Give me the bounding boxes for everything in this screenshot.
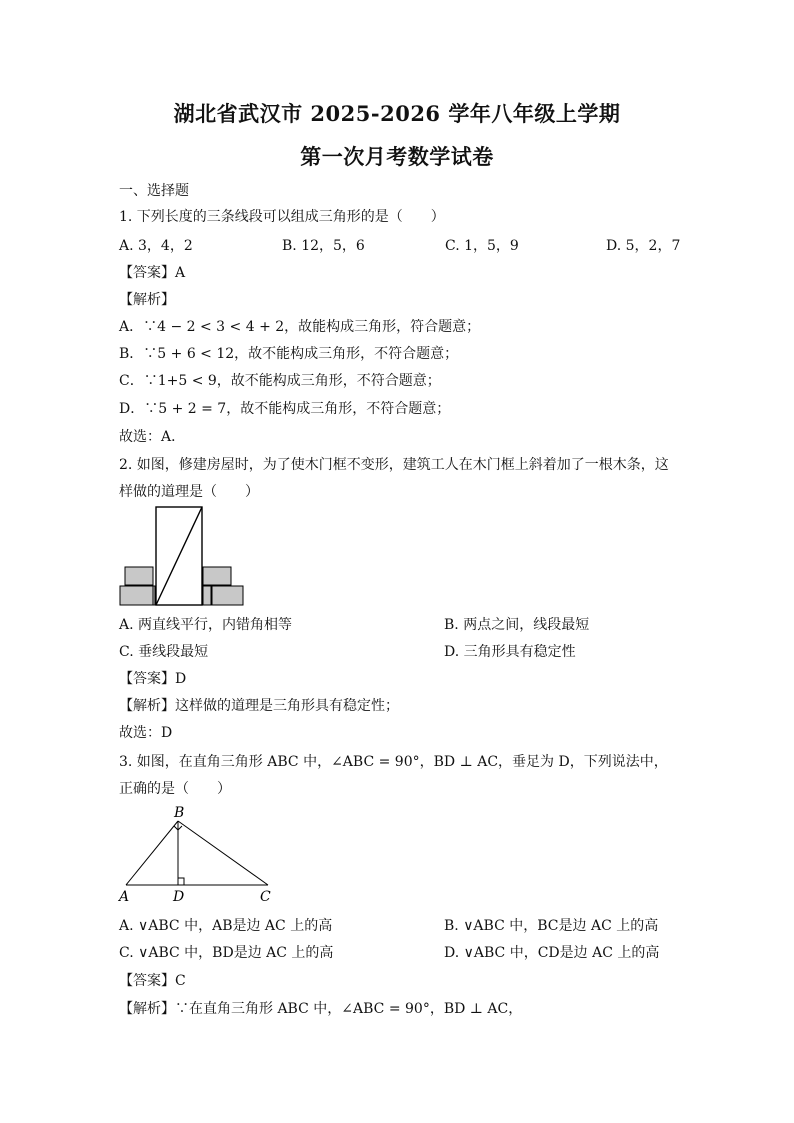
brick-left bbox=[120, 567, 155, 605]
q1-analysis-b: B．∵5 + 6 < 12，故不能构成三角形，不符合题意； bbox=[119, 346, 459, 362]
q2-analysis: 【解析】这样做的道理是三角形具有稳定性； bbox=[119, 698, 399, 714]
q2-option-c: C. 垂线段最短 bbox=[119, 644, 209, 660]
door-frame-figure bbox=[119, 505, 245, 607]
q1-analysis-c: C．∵1+5 < 9，故不能构成三角形，不符合题意； bbox=[119, 373, 441, 389]
section-heading: 一、选择题 bbox=[119, 183, 189, 199]
q1-option-c: C. 1，5，9 bbox=[445, 238, 519, 254]
q1-stem: 1. 下列长度的三条线段可以组成三角形的是（ ） bbox=[119, 209, 445, 225]
right-triangle-figure bbox=[118, 803, 278, 905]
q1-option-a: A. 3，4，2 bbox=[119, 238, 193, 254]
q1-analysis-a: A．∵4 − 2 < 3 < 4 + 2，故能构成三角形，符合题意； bbox=[119, 319, 481, 335]
label-c: C bbox=[260, 889, 271, 905]
q1-analysis-d: D．∵5 + 2 = 7，故不能构成三角形，不符合题意； bbox=[119, 401, 451, 417]
q1-option-b: B. 12，5，6 bbox=[282, 238, 365, 254]
right-angle-mark-d bbox=[178, 878, 184, 885]
side-bc bbox=[178, 821, 268, 885]
q2-stem-line2: 样做的道理是（ ） bbox=[119, 484, 259, 500]
label-a: A bbox=[119, 889, 130, 905]
q2-answer: 【答案】D bbox=[119, 671, 187, 687]
q3-option-c: C. ∨ABC 中，BD是边 AC 上的高 bbox=[119, 945, 334, 961]
q2-stem-line1: 2. 如图，修建房屋时，为了使木门框不变形，建筑工人在木门框上斜着加了一根木条，这 bbox=[119, 457, 669, 473]
q3-option-a: A. ∨ABC 中，AB是边 AC 上的高 bbox=[119, 918, 333, 934]
q1-option-d: D. 5，2，7 bbox=[606, 238, 681, 254]
label-b: B bbox=[174, 805, 185, 821]
q2-option-d: D. 三角形具有稳定性 bbox=[444, 644, 576, 660]
q3-analysis: 【解析】∵在直角三角形 ABC 中，∠ABC = 90°，BD ⊥ AC， bbox=[119, 1001, 523, 1017]
q2-option-a: A. 两直线平行，内错角相等 bbox=[119, 617, 293, 633]
q1-analysis-label: 【解析】 bbox=[119, 292, 175, 308]
q3-stem-line1: 3. 如图，在直角三角形 ABC 中，∠ABC = 90°，BD ⊥ AC，垂足为 D，下列说法中， bbox=[119, 754, 668, 770]
side-ab bbox=[126, 821, 178, 885]
q1-answer: 【答案】A bbox=[119, 265, 186, 281]
exam-title-line2: 第一次月考数学试卷 bbox=[300, 144, 494, 169]
q1-conclusion: 故选：A． bbox=[119, 429, 186, 445]
exam-title-line1: 湖北省武汉市 2025-2026 学年八年级上学期 bbox=[173, 101, 621, 126]
label-d: D bbox=[173, 889, 185, 905]
q3-option-b: B. ∨ABC 中，BC是边 AC 上的高 bbox=[444, 918, 659, 934]
q2-conclusion: 故选：D bbox=[119, 725, 173, 741]
q3-option-d: D. ∨ABC 中，CD是边 AC 上的高 bbox=[444, 945, 660, 961]
brick-right bbox=[203, 567, 243, 605]
q2-option-b: B. 两点之间，线段最短 bbox=[444, 617, 590, 633]
q3-stem-line2: 正确的是（ ） bbox=[119, 781, 231, 797]
q3-answer: 【答案】C bbox=[119, 973, 186, 989]
